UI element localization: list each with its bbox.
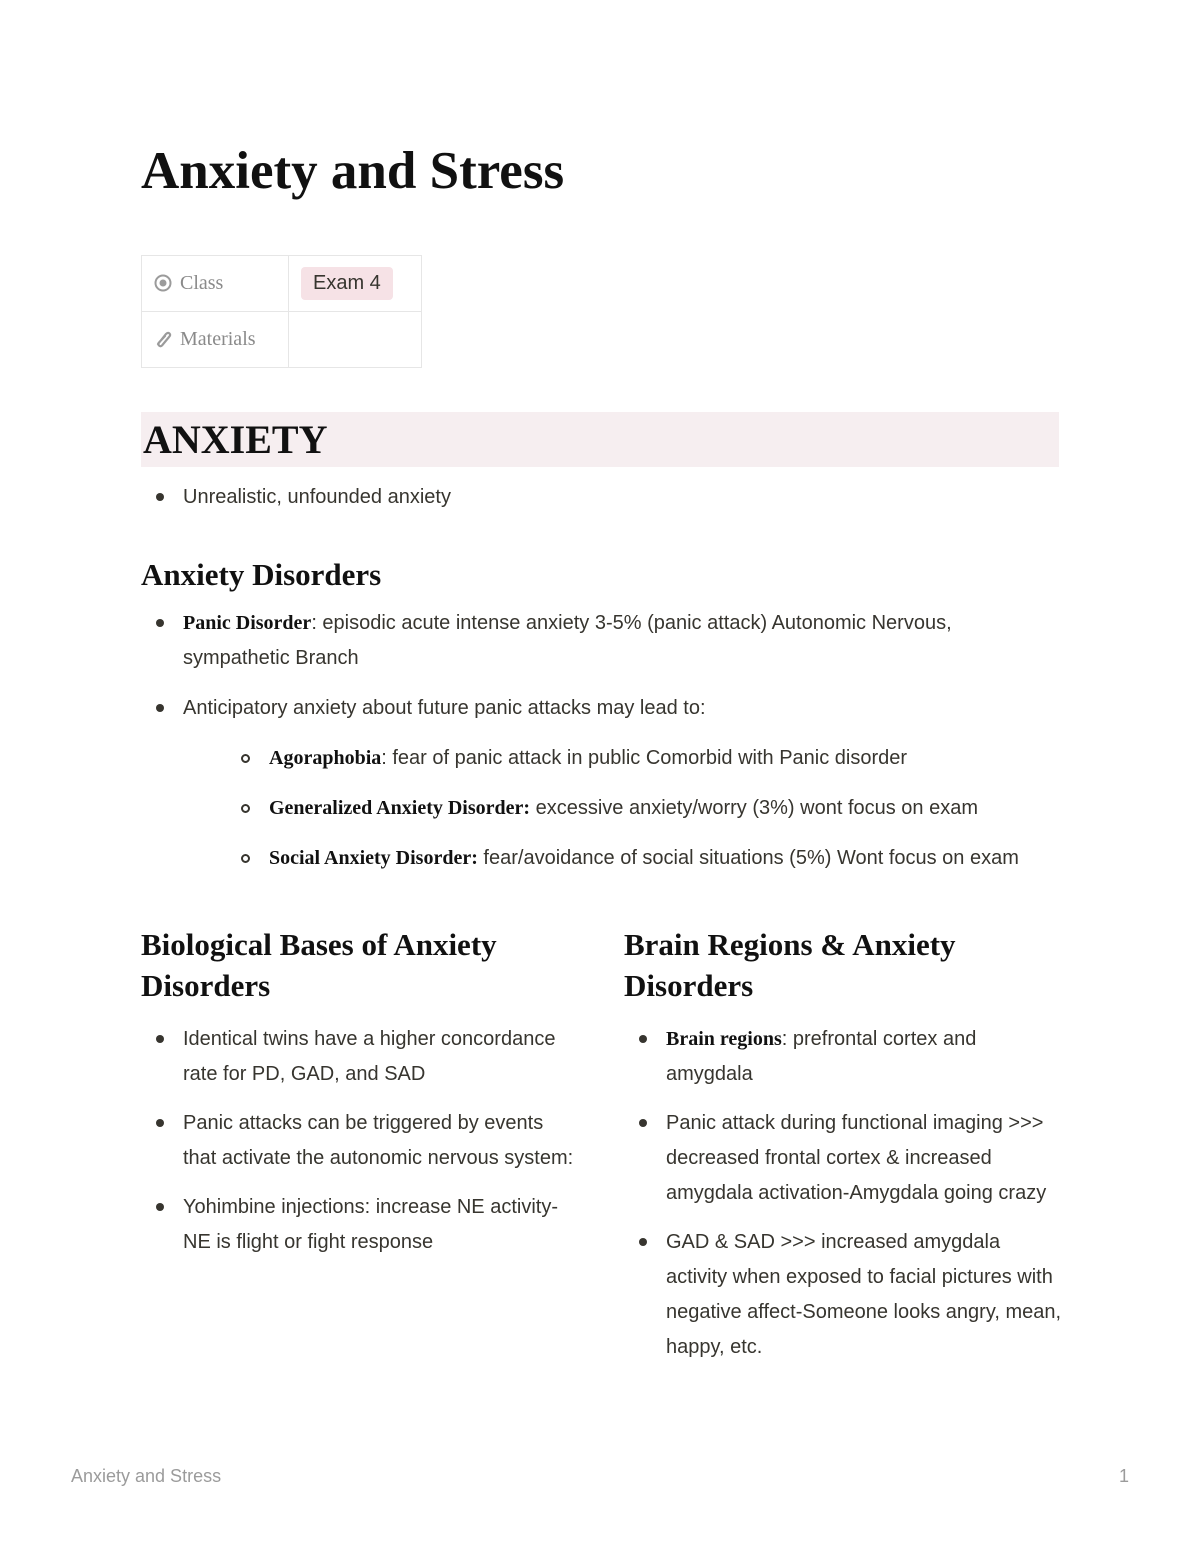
brain-list: [624, 1022, 1064, 1365]
anxiety-heading-block: [141, 412, 1059, 467]
section-heading-anxiety-disorders: Anxiety Disorders: [141, 557, 382, 592]
list-item: [141, 606, 1059, 676]
definition: : fear of panic attack in public Comorbid with Panic disorder: [381, 747, 908, 769]
list-item: Yohimbine injections: increase NE activity-NE is flight or fight response: [141, 1190, 581, 1260]
list-item: [141, 691, 1059, 876]
property-key: [142, 256, 289, 312]
sub-list-item: [226, 791, 1059, 826]
property-value-materials[interactable]: [289, 312, 422, 368]
property-row-materials: [142, 312, 422, 368]
paperclip-icon: [154, 330, 172, 348]
definition: : episodic acute intense anxiety 3-5% (panic attack) Autonomic Nervous, sympathetic Branch: [183, 612, 952, 669]
footer-title: Anxiety and Stress: [71, 1466, 222, 1486]
list-item: GAD & SAD >>> increased amygdala activity when exposed to facial pictures with negative affect-Someone looks angry, mean, happy, etc.: [624, 1225, 1064, 1365]
definition: Anticipatory anxiety about future panic attacks may lead to:: [183, 697, 706, 719]
term-agoraphobia: Agoraphobia: [269, 747, 382, 769]
property-label-materials: Materials: [180, 328, 256, 350]
disorders-list: [141, 606, 1059, 876]
column-brain-regions: [624, 924, 1064, 1365]
definition: fear/avoidance of social situations (5%) Wont focus on exam: [477, 847, 1019, 869]
section-heading-brain-regions: Brain Regions & Anxiety Disorders: [624, 927, 956, 1003]
property-value[interactable]: [289, 256, 422, 312]
list-item: Identical twins have a higher concordance rate for PD, GAD, and SAD: [141, 1022, 581, 1092]
definition: : prefrontal cortex and amygdala: [666, 1028, 977, 1085]
term-sad: Social Anxiety Disorder:: [269, 847, 478, 869]
anxiety-heading: ANXIETY: [143, 417, 328, 462]
sub-list: [183, 741, 1059, 876]
sub-list-item: [226, 741, 1059, 776]
term-gad: Generalized Anxiety Disorder:: [269, 797, 531, 819]
list-item: Panic attacks can be triggered by events that activate the autonomic nervous system:: [141, 1106, 581, 1176]
page-title: Anxiety and Stress: [141, 142, 565, 200]
definition: excessive anxiety/worry (3%) wont focus on exam: [530, 797, 979, 819]
column-biological: [141, 924, 581, 1260]
properties-table: [141, 255, 422, 368]
term-brain-regions: Brain regions: [666, 1028, 782, 1050]
property-row-class: [142, 256, 422, 312]
term-panic-disorder: Panic Disorder: [183, 612, 312, 634]
biological-list: [141, 1022, 581, 1260]
anxiety-list: [141, 480, 1059, 515]
list-item: Panic attack during functional imaging >>> decreased frontal cortex & increased amygdala activation-Amygdala going crazy: [624, 1106, 1064, 1211]
status-circle-icon: [154, 274, 172, 292]
list-item: Unrealistic, unfounded anxiety: [141, 480, 1059, 515]
class-tag[interactable]: Exam 4: [301, 267, 393, 300]
section-heading-biological: Biological Bases of Anxiety Disorders: [141, 927, 497, 1003]
sub-list-item: [226, 841, 1059, 876]
page-number: 1: [1118, 1466, 1129, 1486]
list-item: [624, 1022, 1064, 1092]
property-key: [142, 312, 289, 368]
property-label-class: Class: [180, 272, 224, 294]
